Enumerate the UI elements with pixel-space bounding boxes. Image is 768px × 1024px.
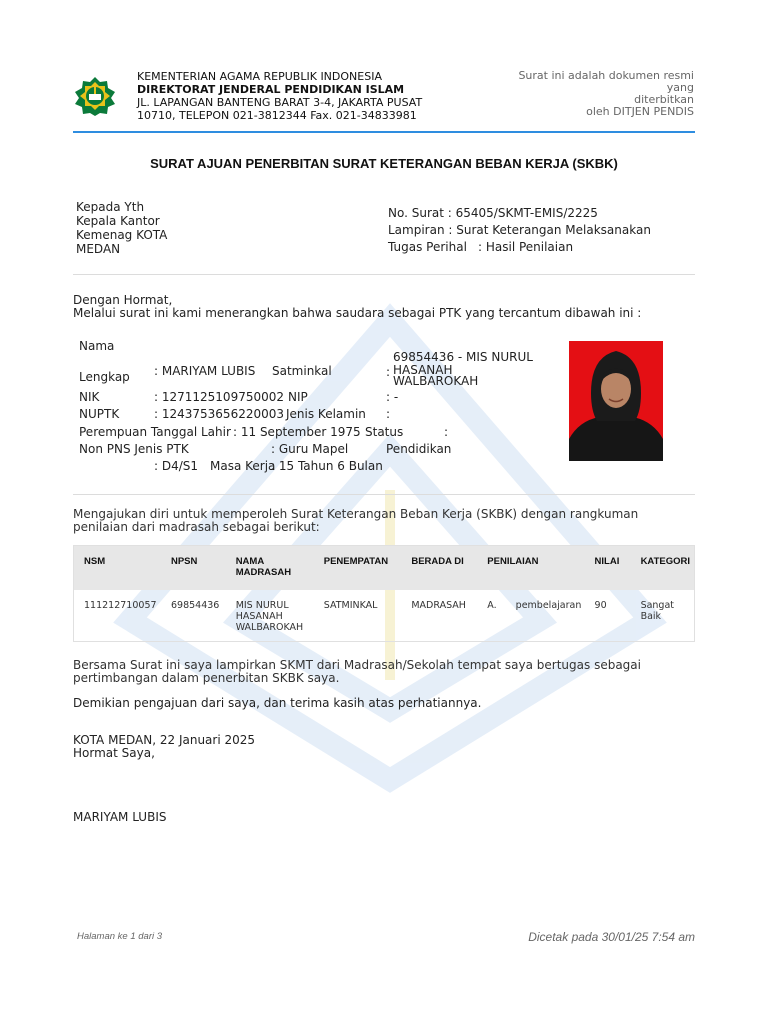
signer-name: MARIYAM LUBIS — [73, 810, 167, 824]
closing-thanks: Demikian pengajuan dari saya, dan terima kasih atas perhatiannya. — [73, 696, 482, 710]
ministry-logo-icon — [73, 76, 117, 116]
col-penilaian: PENILAIAN — [483, 546, 590, 591]
letter-attachment: Lampiran : Surat Keterangan Melaksanakan — [388, 223, 651, 237]
nip-value: : - — [386, 390, 399, 404]
tenure-label: Masa Kerja — [210, 459, 276, 473]
cell-nama-madrasah: MIS NURUL HASANAH WALBAROKAH — [232, 590, 320, 642]
recipient-line: Kepada Yth — [76, 200, 145, 214]
cell-penilaian — [483, 590, 590, 642]
official-note — [518, 70, 694, 118]
col-penempatan: PENEMPATAN — [320, 546, 408, 591]
official-note-line: Surat ini adalah dokumen resmi — [518, 69, 694, 82]
intro-text: Melalui surat ini kami menerangkan bahwa saudara sebagai PTK yang tercantum dibawah ini : — [73, 306, 642, 320]
col-nilai: NILAI — [591, 546, 637, 591]
satminkal-value: WALBAROKAH — [393, 374, 479, 388]
cell-penempatan: SATMINKAL — [320, 590, 408, 642]
address: JL. LAPANGAN BANTENG BARAT 3-4, JAKARTA PUSAT — [137, 96, 423, 109]
recipient-line: Kemenag KOTA — [76, 228, 168, 242]
greeting: Dengan Hormat, — [73, 293, 173, 307]
recipient-line: Kepala Kantor — [76, 214, 160, 228]
page-indicator: Halaman ke 1 dari 3 — [77, 931, 163, 942]
official-note-line: oleh DITJEN PENDIS — [586, 105, 694, 118]
gender-birthdate-label: Perempuan Tanggal Lahir — [79, 425, 231, 439]
status-label: Status — [365, 425, 404, 439]
nik-value: : 1271125109750002 — [154, 390, 285, 404]
official-note-line: diterbitkan — [634, 93, 694, 106]
satminkal-value: HASANAH — [393, 363, 453, 377]
nuptk-value: : 1243753656220003 — [154, 407, 285, 421]
tenure-value: : 15 Tahun 6 Bulan — [271, 459, 383, 473]
request-text: Mengajukan diri untuk memperoleh Surat Keterangan Beban Kerja (SKBK) dengan rangkuman penilaian dari madrasah sebagai berikut: — [73, 507, 639, 534]
letter-subject-value: : Hasil Penilaian — [478, 240, 574, 254]
table-header-row — [74, 546, 695, 591]
col-berada-di: BERADA DI — [407, 546, 483, 591]
closing-paragraph: Bersama Surat ini saya lampirkan SKMT dari Madrasah/Sekolah tempat saya bertugas sebagai pertimbangan dalam penerbitan SKBK saya. — [73, 658, 641, 685]
assessment-table — [73, 545, 695, 642]
col-kategori: KATEGORI — [637, 546, 695, 591]
satminkal-colon: : — [386, 365, 391, 379]
status-ptk-label: Non PNS Jenis PTK — [79, 442, 189, 456]
cell-nilai: 90 — [591, 590, 637, 642]
education-value: : D4/S1 — [154, 459, 199, 473]
nik-label: NIK — [79, 390, 100, 404]
nuptk-label: NUPTK — [79, 407, 120, 421]
col-nama-madrasah: NAMA MADRASAH — [232, 546, 320, 591]
gender-colon: : — [386, 407, 391, 421]
name-value: : MARIYAM LUBIS — [154, 364, 256, 378]
col-nsm: NSM — [74, 546, 167, 591]
education-label: Pendidikan — [386, 442, 452, 456]
table-row — [74, 590, 695, 642]
name-label-cont: Lengkap — [79, 370, 130, 384]
header-divider — [73, 131, 695, 133]
phone-fax: 10710, TELEPON 021-3812344 Fax. 021-34833981 — [137, 109, 417, 122]
name-label: Nama — [79, 339, 115, 353]
place-date: KOTA MEDAN, 22 Januari 2025 — [73, 733, 256, 747]
official-note-line: yang — [666, 81, 694, 94]
cell-berada-di: MADRASAH — [407, 590, 483, 642]
cell-npsn: 69854436 — [167, 590, 232, 642]
directorate-name: DIREKTORAT JENDERAL PENDIDIKAN ISLAM — [137, 83, 405, 96]
cell-nsm: 111212710057 — [74, 590, 167, 642]
status-colon: : — [444, 425, 449, 439]
penilaian-prefix: A. — [487, 600, 497, 611]
print-timestamp: Dicetak pada 30/01/25 7:54 am — [528, 930, 695, 944]
penilaian-text: pembelajaran — [515, 600, 582, 611]
satminkal-value: 69854436 - MIS NURUL — [393, 350, 533, 364]
letter-number: No. Surat : 65405/SKMT-EMIS/2225 — [388, 206, 598, 220]
document-title: SURAT AJUAN PENERBITAN SURAT KETERANGAN BEBAN KERJA (SKBK) — [150, 156, 618, 171]
recipient-line: MEDAN — [76, 242, 121, 256]
col-npsn: NPSN — [167, 546, 232, 591]
birthdate-value: : 11 September 1975 — [233, 425, 361, 439]
section-divider — [73, 494, 695, 495]
ministry-name: KEMENTERIAN AGAMA REPUBLIK INDONESIA — [137, 70, 382, 83]
cell-kategori: Sangat Baik — [637, 590, 695, 642]
nip-label: NIP — [288, 390, 308, 404]
regards: Hormat Saya, — [73, 746, 155, 760]
satminkal-label: Satminkal — [272, 364, 332, 378]
letter-subject-label: Tugas Perihal — [388, 240, 467, 254]
section-divider — [73, 274, 695, 275]
recipient-block — [76, 200, 167, 256]
profile-photo — [569, 341, 663, 461]
ptk-type-value: : Guru Mapel — [271, 442, 349, 456]
gender-label: Jenis Kelamin — [286, 407, 366, 421]
